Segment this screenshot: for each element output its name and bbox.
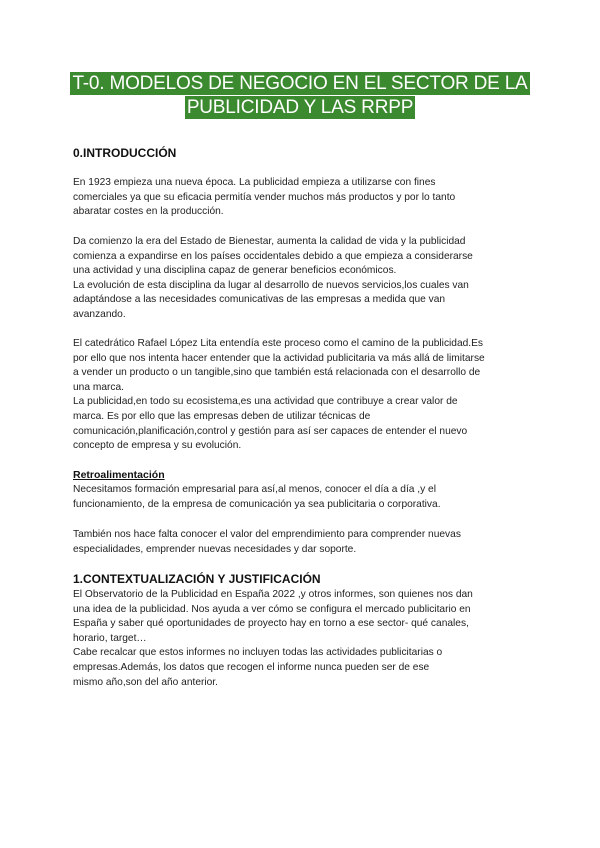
context-paragraph-1 — [73, 588, 533, 690]
feedback-paragraph-2 — [73, 528, 533, 557]
text-line: funcionamiento, de la empresa de comunicación ya sea publicitaria o corporativa. — [73, 498, 441, 510]
text-line: En 1923 empieza una nueva época. La publicidad empieza a utilizarse con fines — [73, 177, 436, 188]
text-line: La publicidad,en todo su ecosistema,es una actividad que contribuye a crear valor de — [73, 396, 458, 408]
text-line: concepto de empresa y su evolución. — [73, 440, 242, 452]
feedback-heading: Retroalimentación — [73, 469, 165, 481]
text-line: La evolución de esta disciplina da lugar al desarrollo de nuevos servicios,los cuales van — [73, 279, 469, 291]
title-line-1: T-0. MODELOS DE NEGOCIO EN EL SECTOR DE LA — [72, 73, 528, 94]
text-line: horario, target… — [73, 632, 147, 644]
text-line: También nos hace falta conocer el valor del emprendimiento para comprender nuevas — [73, 529, 461, 540]
text-line: mismo año,son del año anterior. — [73, 676, 218, 688]
text-line: comienza a expandirse en los países occidentales debido a que empieza a considerarse — [73, 250, 473, 262]
text-line: Da comienzo la era del Estado de Bienestar, aumenta la calidad de vida y la publicidad — [73, 236, 466, 247]
document-title — [0, 72, 600, 119]
context-heading: 1.CONTEXTUALIZACIÓN Y JUSTIFICACIÓN — [73, 572, 321, 586]
text-line: una marca. — [73, 381, 124, 393]
text-line: por ello que nos intenta hacer entender que la actividad publicitaria va más allá de limitarse — [73, 352, 485, 364]
text-line: empresas.Además, los datos que recogen el informe nunca pueden ser de ese — [73, 661, 430, 673]
text-line: adaptándose a las necesidades comunicativas de las empresas a medida que van — [73, 294, 446, 306]
text-line: abaratar costes en la producción. — [73, 206, 224, 218]
text-line: una idea de la publicidad. Nos ayuda a ver cómo se configura el mercado publicitario en — [73, 603, 471, 615]
text-line: comerciales ya que su eficacia permitía vender muchos más productos y por lo tanto — [73, 191, 456, 203]
feedback-paragraph-1 — [73, 483, 533, 512]
text-line: El catedrático Rafael López Lita entendía este proceso como el camino de la publicidad.Es — [73, 338, 484, 349]
text-line: El Observatorio de la Publicidad en España 2022 ,y otros informes, son quienes nos dan — [73, 589, 473, 600]
intro-paragraph-1 — [73, 176, 533, 220]
text-line: marca. Es por ello que las empresas deben de utilizar técnicas de — [73, 410, 371, 422]
text-line: Cabe recalcar que estos informes no incluyen todas las actividades publicitarias o — [73, 647, 443, 659]
title-line-2: PUBLICIDAD Y LAS RRPP — [186, 97, 414, 118]
text-line: avanzando. — [73, 308, 126, 320]
text-line: una actividad y una disciplina capaz de generar beneficios económicos. — [73, 265, 397, 277]
intro-paragraph-3 — [73, 337, 533, 454]
intro-paragraph-2 — [73, 235, 533, 323]
text-line: España y saber qué oportunidades de proyecto hay en torno a ese sector- qué canales, — [73, 618, 469, 630]
text-line: comunicación,planificación,control y gestión para así ser capaces de entender el nuevo — [73, 425, 468, 437]
text-line: Necesitamos formación empresarial para así,al menos, conocer el día a día ,y el — [73, 484, 436, 495]
text-line: especialidades, emprender nuevas necesidades y dar soporte. — [73, 543, 357, 555]
intro-heading: 0.INTRODUCCIÓN — [73, 146, 177, 160]
text-line: a vender un producto o un tangible,sino que también está relacionada con el desarrollo de — [73, 367, 481, 379]
